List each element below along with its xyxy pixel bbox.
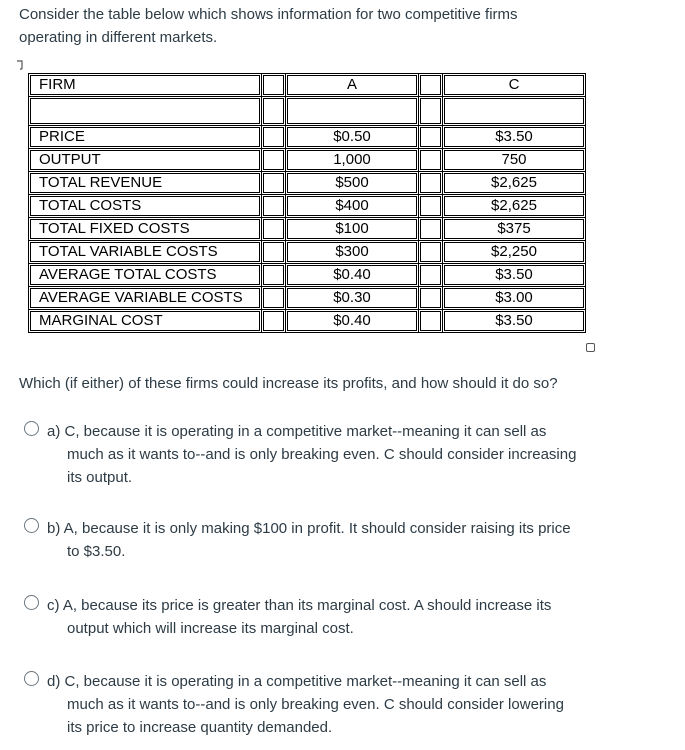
spacer-cell [419,126,443,149]
option-c-line-1: c) A, because its price is greater than its marginal cost. A should increase its [47,597,552,614]
row-label: TOTAL REVENUE [29,172,262,195]
option-b-line-1: b) A, because it is only making $100 in profit. It should consider raising its price [47,520,571,537]
spacer-cell [419,287,443,310]
spacer-cell [419,149,443,172]
intro-line-1: Consider the table below which shows information for two competitive firms [19,6,518,23]
intro-text [19,3,559,49]
spacer-cell [262,310,286,333]
header-firm-a: A [286,74,419,97]
firm-a-value: $0.40 [286,310,419,333]
table-row [29,241,586,264]
firm-table-container [28,73,585,343]
spacer-cell [419,264,443,287]
option-a-line-1: a) C, because it is operating in a competitive market--meaning it can sell as [47,423,547,440]
option-d-text[interactable] [47,670,604,739]
radio-button-d[interactable] [24,671,39,686]
spacer-cell [262,264,286,287]
option-d-line-1: d) C, because it is operating in a competitive market--meaning it can sell as [47,673,547,690]
question-text: Which (if either) of these firms could increase its profits, and how should it do so? [19,375,558,392]
firm-c-value: $3.00 [443,287,586,310]
answer-option-c[interactable] [24,594,604,640]
firm-c-value: 750 [443,149,586,172]
firm-c-value: $3.50 [443,126,586,149]
row-label: MARGINAL COST [29,310,262,333]
spacer-cell [262,172,286,195]
table-row [29,310,586,333]
row-label: PRICE [29,126,262,149]
firm-c-value: $375 [443,218,586,241]
row-label: AVERAGE VARIABLE COSTS [29,287,262,310]
option-a-line-2: much as it wants to--and is only breaking even. C should consider increasing [67,446,577,463]
spacer-cell [262,241,286,264]
firm-a-value: 1,000 [286,149,419,172]
spacer-cell [419,310,443,333]
radio-button-c[interactable] [24,595,39,610]
option-c-line-2: output which will increase its marginal cost. [67,620,354,637]
spacer-cell [419,218,443,241]
row-label: TOTAL FIXED COSTS [29,218,262,241]
intro-line-2: operating in different markets. [19,29,218,46]
table-row [29,126,586,149]
firm-a-value: $100 [286,218,419,241]
table-row [29,149,586,172]
spacer-cell [262,218,286,241]
option-b-text[interactable] [47,517,604,563]
header-firm-c: C [443,74,586,97]
spacer-cell [262,126,286,149]
table-resize-handle[interactable] [586,343,595,352]
row-label: OUTPUT [29,149,262,172]
blank-cell [286,97,419,126]
firm-c-value: $2,625 [443,172,586,195]
firm-a-value: $0.40 [286,264,419,287]
spacer-cell [262,195,286,218]
table-row [29,172,586,195]
table-row [29,195,586,218]
table-row [29,287,586,310]
option-c-text[interactable] [47,594,604,640]
row-label: TOTAL COSTS [29,195,262,218]
table-row [29,264,586,287]
spacer-cell [262,287,286,310]
spacer-cell [262,149,286,172]
firm-a-value: $300 [286,241,419,264]
row-label: TOTAL VARIABLE COSTS [29,241,262,264]
row-label: AVERAGE TOTAL COSTS [29,264,262,287]
blank-cell [443,97,586,126]
spacer-cell [419,172,443,195]
option-d-line-2: much as it wants to--and is only breaking even. C should consider lowering [67,696,564,713]
radio-button-b[interactable] [24,518,39,533]
blank-cell [29,97,262,126]
spacer-cell [419,241,443,264]
table-drag-handle-icon[interactable] [16,60,26,70]
answer-option-b[interactable] [24,517,604,563]
firm-c-value: $3.50 [443,310,586,333]
answer-option-a[interactable] [24,420,604,489]
answer-option-d[interactable] [24,670,604,739]
spacer-cell [419,97,443,126]
firm-c-value: $2,625 [443,195,586,218]
table-header-row [29,74,586,97]
table-row [29,218,586,241]
firm-a-value: $0.50 [286,126,419,149]
firm-a-value: $500 [286,172,419,195]
radio-button-a[interactable] [24,421,39,436]
option-a-line-3: its output. [67,469,133,486]
firm-c-value: $2,250 [443,241,586,264]
spacer-cell [262,74,286,97]
option-b-line-2: to $3.50. [67,543,126,560]
spacer-cell [419,195,443,218]
spacer-cell [419,74,443,97]
firm-a-value: $400 [286,195,419,218]
table-blank-row [29,97,586,126]
firm-table [28,73,586,333]
option-a-text[interactable] [47,420,604,489]
spacer-cell [262,97,286,126]
option-d-line-3: its price to increase quantity demanded. [67,719,333,736]
firm-c-value: $3.50 [443,264,586,287]
firm-a-value: $0.30 [286,287,419,310]
header-firm: FIRM [29,74,262,97]
